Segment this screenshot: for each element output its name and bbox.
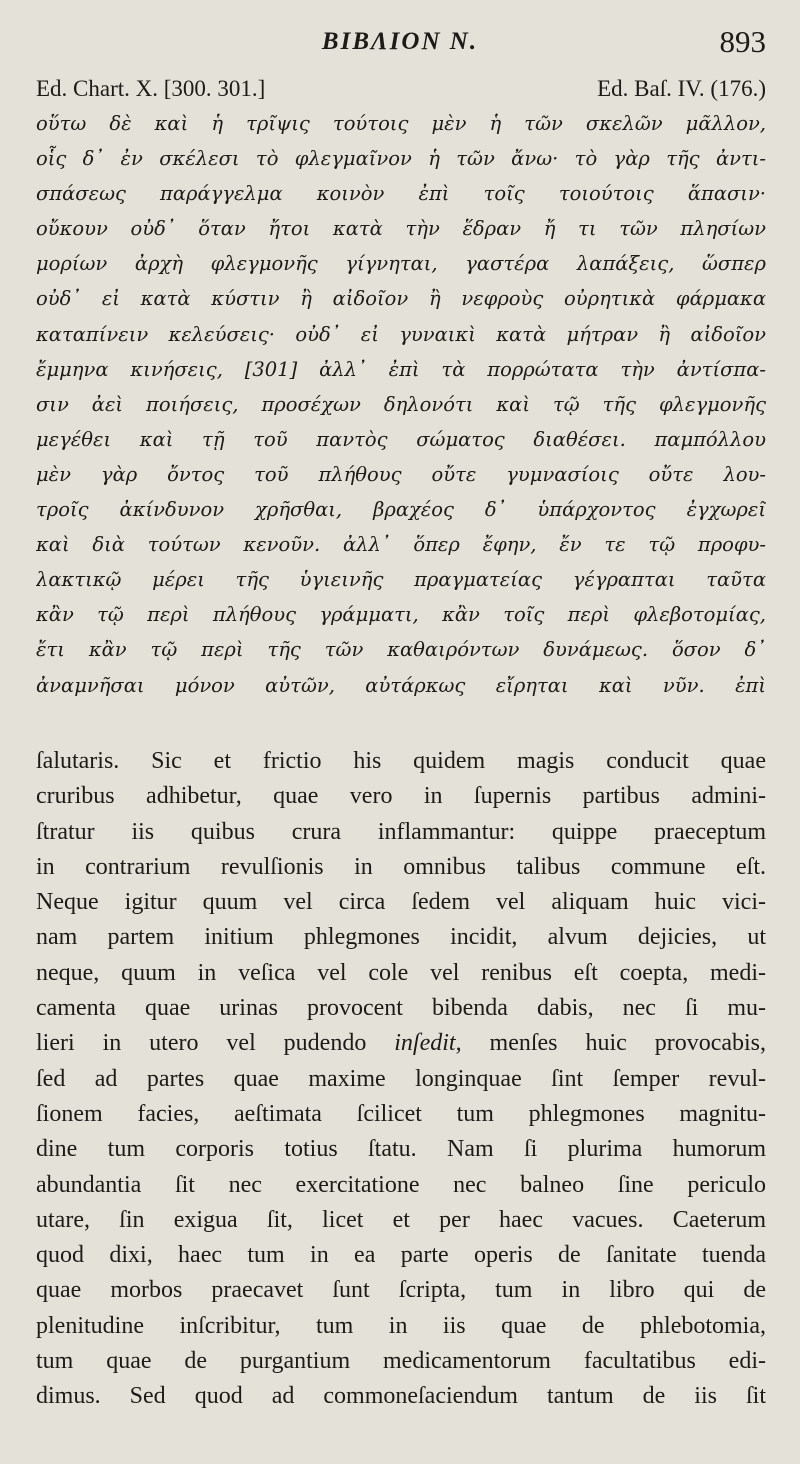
latin-line: abundantia ſit nec exercitatione nec balneo ſine periculo — [36, 1171, 766, 1198]
greek-line: μεγέθει καὶ τῇ τοῦ παντὸς σώματος διαθέσει. παμπόλλου — [36, 427, 766, 451]
latin-line: neque, quum in veſica vel cole vel renibus eſt coepta, medi- — [36, 959, 766, 986]
latin-line: quod dixi, haec tum in ea parte operis de ſanitate tuenda — [36, 1242, 766, 1269]
latin-line: cruribus adhibetur, quae vero in ſupernis partibus admini- — [36, 783, 766, 810]
greek-line: σπάσεως παράγγελμα κοινὸν ἐπὶ τοῖς τοιούτοις ἅπασιν· — [36, 182, 766, 206]
latin-text-block — [36, 744, 766, 1415]
latin-line: nam partem initium phlegmones incidit, alvum dejicies, ut — [36, 924, 766, 951]
latin-line: ſtratur iis quibus crura inflammantur: quippe praeceptum — [36, 818, 766, 845]
latin-line: in contrarium revulſionis in omnibus talibus commune eſt. — [36, 853, 766, 880]
greek-line: ἔτι κἂν τῷ περὶ τῆς τῶν καθαιρόντων δυνάμεως. ὅσον δ᾽ — [36, 638, 766, 662]
greek-line: καταπίνειν κελεύσεις· οὐδ᾽ εἰ γυναικὶ κατὰ μήτραν ἢ αἰδοῖον — [36, 322, 766, 346]
greek-line: ἀναμνῆσαι μόνον αὐτῶν, αὐτάρκως εἴρηται καὶ νῦν. ἐπὶ — [36, 673, 766, 697]
greek-line: λακτικῷ μέρει τῆς ὑγιεινῆς πραγματείας γέγραπται ταῦτα — [36, 568, 766, 592]
greek-line: τροῖς ἀκίνδυνον χρῆσθαι, βραχέος δ᾽ ὑπάρχοντος ἐγχωρεῖ — [36, 498, 766, 522]
greek-line: καὶ διὰ τούτων κενοῦν. ἀλλ᾽ ὅπερ ἔφην, ἔν τε τῷ προφυ- — [36, 533, 766, 557]
latin-line: camenta quae urinas provocent bibenda dabis, nec ſi mu- — [36, 995, 766, 1022]
italic-word: inſedit, — [394, 1030, 462, 1057]
latin-line: plenitudine inſcribitur, tum in iis quae de phlebotomia, — [36, 1312, 766, 1339]
greek-line: ἔμμηνα κινήσεις, [301] ἀλλ᾽ ἐπὶ τὰ πορρώτατα τὴν ἀντίσπα- — [36, 357, 766, 381]
greek-line: οἷς δ᾽ ἐν σκέλεσι τὸ φλεγμαῖνον ἡ τῶν ἄνω· τὸ γὰρ τῆς ἀντι- — [36, 147, 766, 171]
latin-line-text: lieri in utero vel pudendo — [36, 1030, 367, 1057]
latin-line: dine tum corporis totius ſtatu. Nam ſi plurima humorum — [36, 1136, 766, 1163]
greek-line: οὕτω δὲ καὶ ἡ τρῖψις τούτοις μὲν ἡ τῶν σκελῶν μᾶλλον, — [36, 112, 766, 135]
latin-line: quae morbos praecavet ſunt ſcripta, tum in libro qui de — [36, 1277, 766, 1304]
greek-text-block — [36, 106, 766, 703]
greek-line: μορίων ἀρχὴ φλεγμονῆς γίγνηται, γαστέρα λαπάξεις, ὥσπερ — [36, 252, 766, 276]
right-edition-reference: Ed. Baſ. IV. (176.) — [597, 76, 766, 101]
latin-line: ſionem facies, aeſtimata ſcilicet tum phlegmones magnitu- — [36, 1100, 766, 1127]
latin-line: Neque igitur quum vel circa ſedem vel aliquam huic vici- — [36, 889, 766, 916]
greek-line: σιν ἀεὶ ποιήσεις, προσέχων δηλονότι καὶ τῷ τῆς φλεγμονῆς — [36, 392, 766, 416]
latin-line — [36, 1026, 766, 1061]
edition-reference-line — [36, 76, 766, 102]
greek-line: κἂν τῷ περὶ πλήθους γράμματι, κἂν τοῖς περὶ φλεβοτομίας, — [36, 603, 766, 627]
latin-line: tum quae de purgantium medicamentorum facultatibus edi- — [36, 1348, 766, 1375]
latin-line: dimus. Sed quod ad commoneſaciendum tantum de iis ſit — [36, 1383, 766, 1410]
latin-line: utare, ſin exigua ſit, licet et per haec vacues. Caeterum — [36, 1206, 766, 1233]
running-title: BIBΛΙΟΝ N. — [321, 28, 479, 55]
greek-line: οὔκουν οὐδ᾽ ὅταν ἤτοι κατὰ τὴν ἕδραν ἤ τι τῶν πλησίων — [36, 217, 766, 241]
latin-line: ſed ad partes quae maxime longinquae ſint ſemper revul- — [36, 1065, 766, 1092]
page-number: 893 — [719, 24, 766, 59]
greek-line: μὲν γὰρ ὄντος τοῦ πλήθους οὔτε γυμνασίοις οὔτε λου- — [36, 462, 766, 486]
greek-line: οὐδ᾽ εἰ κατὰ κύστιν ἢ αἰδοῖον ἢ νεφροὺς οὐρητικὰ φάρμακα — [36, 287, 766, 311]
latin-line: ſalutaris. Sic et frictio his quidem magis conducit quae — [36, 748, 766, 774]
latin-line-text: menſes huic provocabis, — [489, 1030, 766, 1057]
left-edition-reference: Ed. Chart. X. [300. 301.] — [36, 76, 266, 101]
